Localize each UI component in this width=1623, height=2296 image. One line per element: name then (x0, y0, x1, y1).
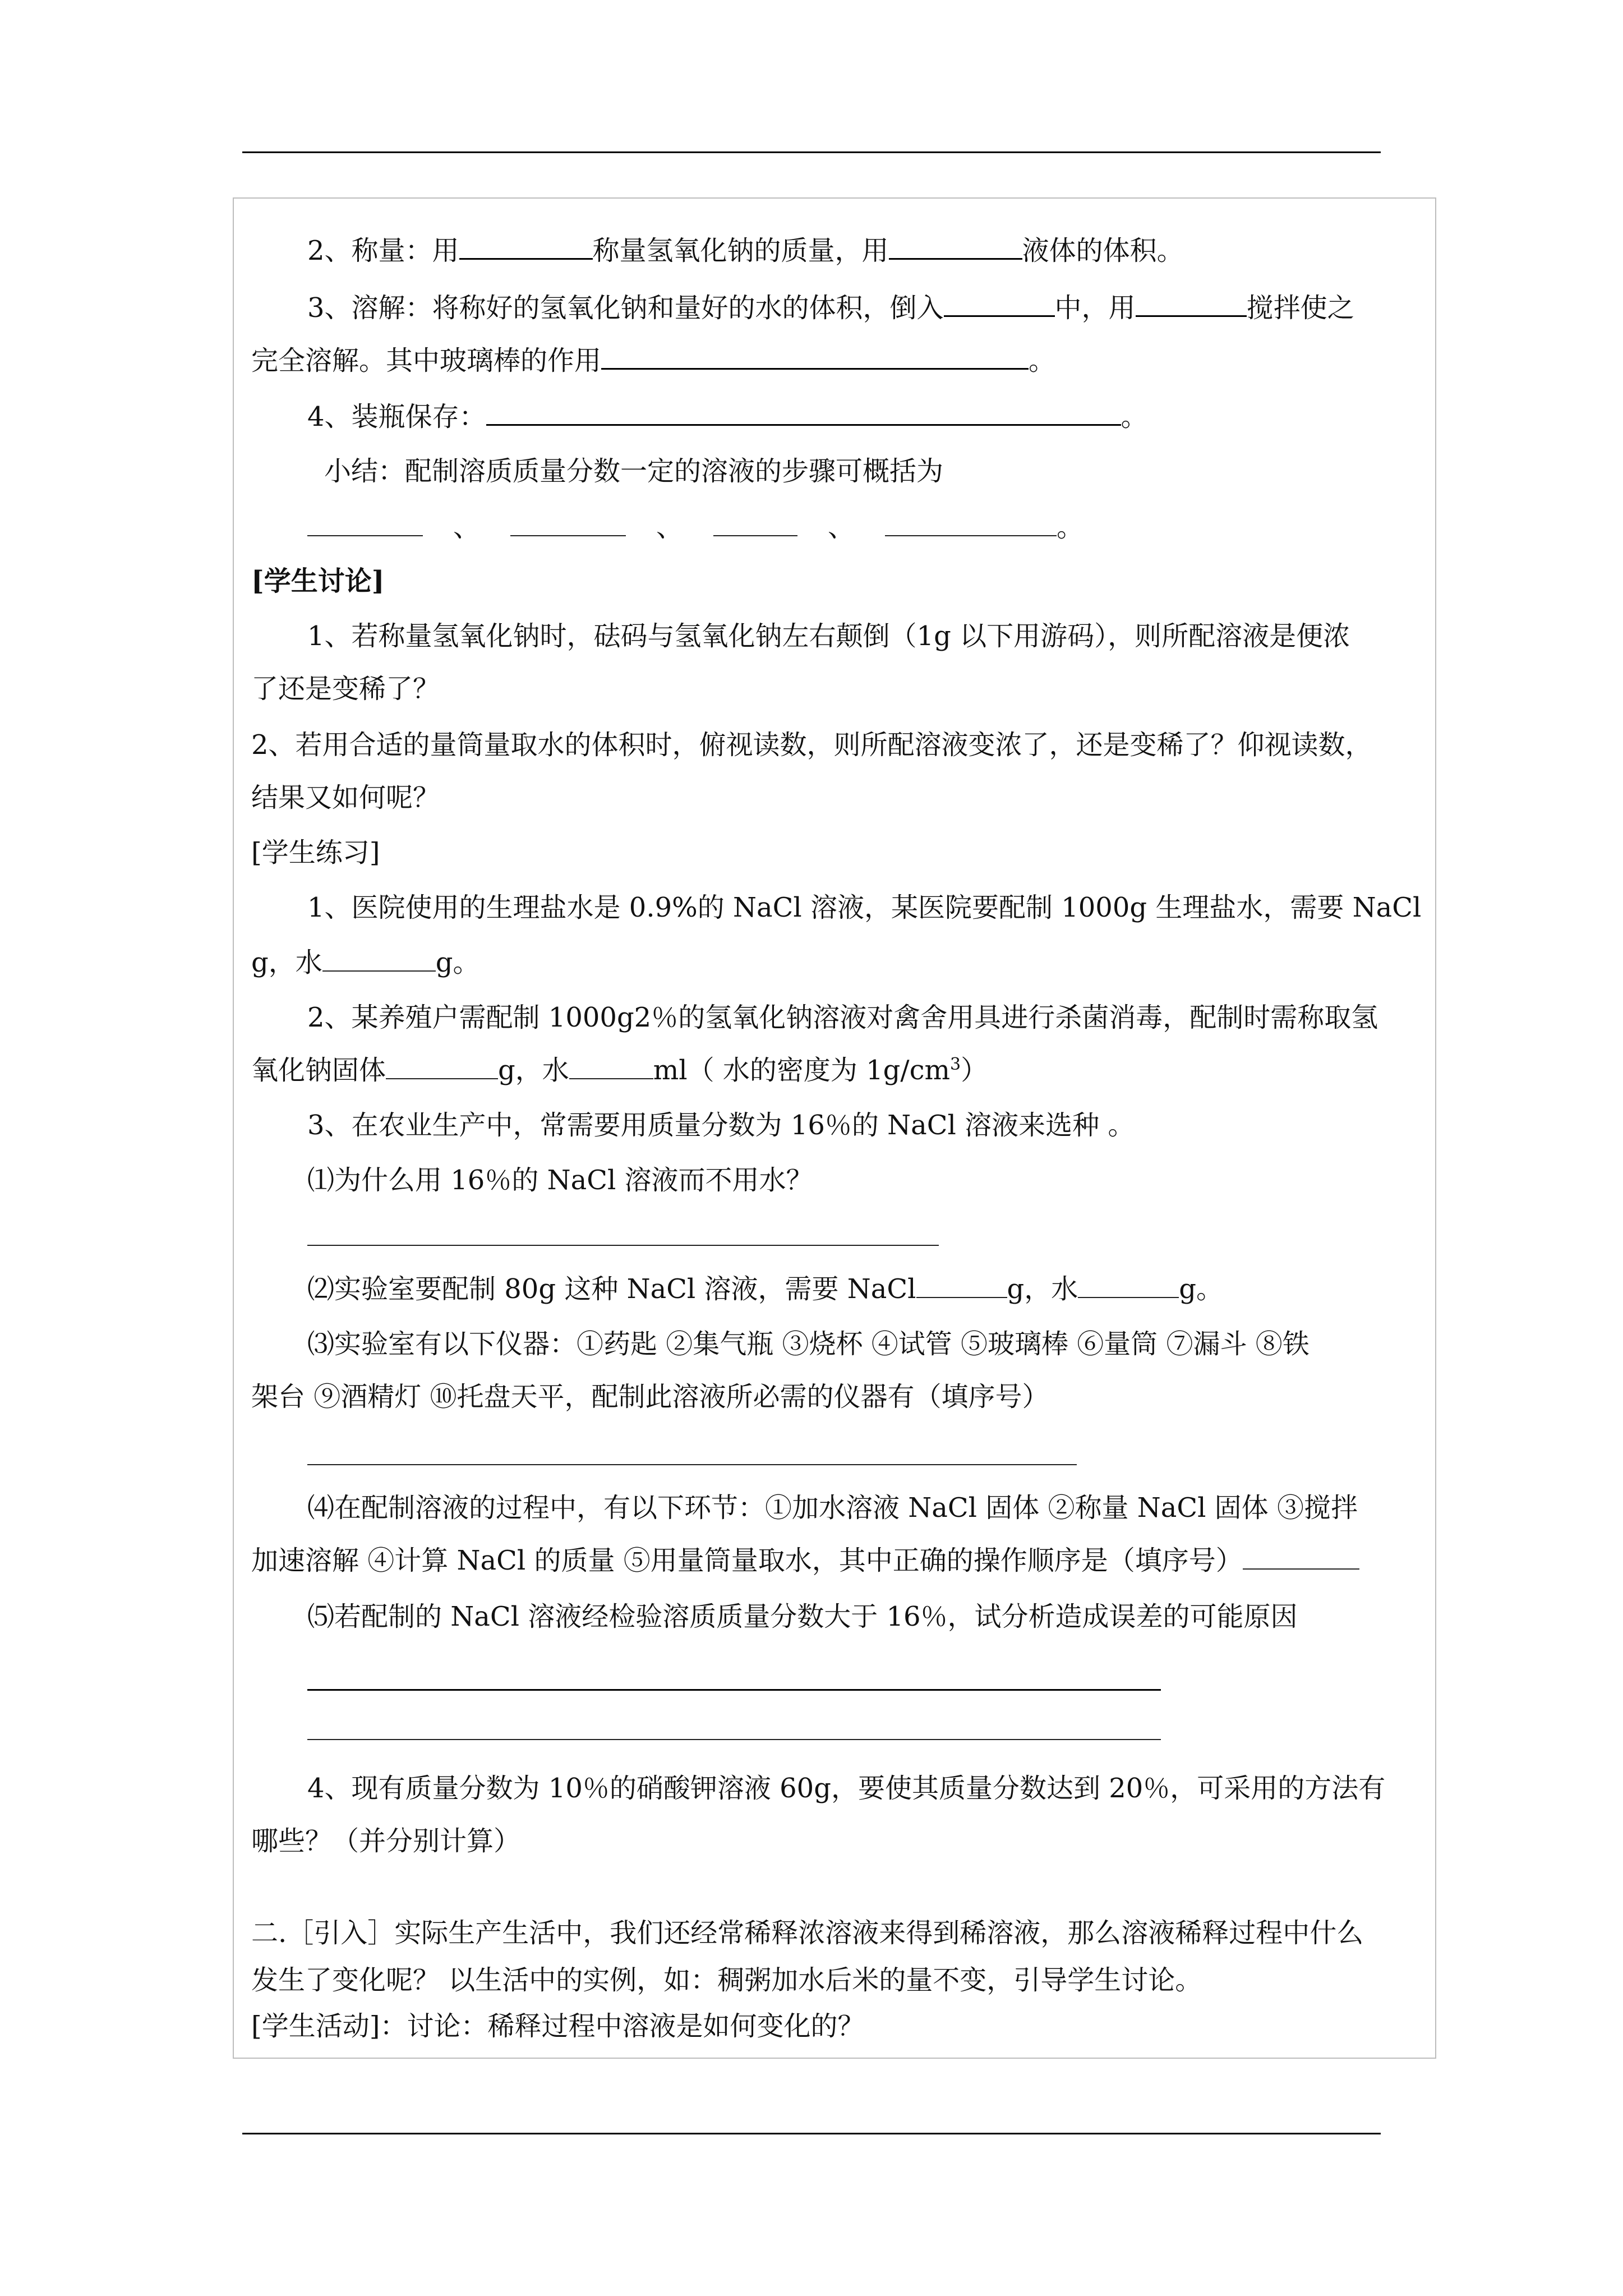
blank[interactable] (889, 233, 1022, 260)
practice-q1-cont: g，水 g。 (251, 947, 480, 978)
practice-q4: 4、现有质量分数为 10％的硝酸钾溶液 60g，要使其质量分数达到 20％，可采用的方法有 (307, 1773, 1386, 1804)
blank[interactable] (486, 399, 1121, 426)
blank[interactable] (386, 1053, 498, 1079)
practice-q3-4: ⑷在配制溶液的过程中，有以下环节：①加水溶液 NaCl 固体 ②称量 NaCl 固体 ③搅拌 (307, 1492, 1358, 1524)
footer-rule (242, 2133, 1381, 2134)
discussion-q2: 2、若用合适的量筒量取水的体积时，俯视读数，则所配溶液变浓了，还是变稀了？仰视读数， (251, 729, 1372, 761)
intro-text: 二.［引入］实际生产生活中，我们还经常稀释浓溶液来得到稀溶液，那么溶液稀释过程中什么 (251, 1917, 1364, 1949)
step-dissolve: 3、溶解：将称好的氢氧化钠和量好的水的体积，倒入 中，用 搅拌使之 (307, 291, 1354, 325)
practice-q3-4-cont: 加速溶解 ④计算 NaCl 的质量 ⑤用量筒量取水，其中正确的操作顺序是（填序号） (251, 1544, 1359, 1577)
answer-line[interactable] (307, 1739, 1161, 1740)
practice-q3-1: ⑴为什么用 16％的 NaCl 溶液而不用水？ (307, 1165, 813, 1196)
blank[interactable] (322, 946, 436, 972)
blank[interactable] (601, 343, 1029, 370)
discussion-q1: 1、若称量氢氧化钠时，砝码与氢氧化钠左右颠倒（1g 以下用游码），则所配溶液是便浓 (307, 620, 1350, 652)
blank[interactable] (916, 1272, 1007, 1298)
discussion-heading: [学生讨论] (251, 565, 385, 597)
step-bottle: 4、装瓶保存： 。 (307, 399, 1148, 434)
practice-q2-cont: 氧化钠固体 g，水 ml（ 水的密度为 $1g/cm^3$） (251, 1055, 988, 1086)
practice-q3-2: ⑵实验室要配制 80g 这种 NaCl 溶液，需要 NaCl g，水 g。 (307, 1273, 1223, 1305)
summary-blanks: 、 、 、 。 (307, 510, 1083, 544)
practice-q3-3-cont: 架台 ⑨酒精灯 ⑩托盘天平，配制此溶液所必需的仪器有（填序号） (251, 1381, 1049, 1412)
blank[interactable] (1078, 1272, 1179, 1298)
answer-line[interactable] (307, 1689, 1161, 1691)
blank[interactable] (713, 510, 797, 536)
answer-line[interactable] (307, 1245, 939, 1246)
answer-line[interactable] (307, 1464, 1077, 1465)
blank[interactable] (1243, 1544, 1359, 1570)
discussion-q2-cont: 结果又如何呢？ (251, 782, 440, 813)
practice-q1: 1、医院使用的生理盐水是 0.9%的 NaCl 溶液，某医院要配制 1000g 生理盐水，需要 NaCl (307, 892, 1422, 923)
step-dissolve-cont: 完全溶解。其中玻璃棒的作用 。 (251, 343, 1055, 378)
practice-heading: [学生练习] (251, 837, 380, 868)
blank[interactable] (510, 510, 626, 536)
header-rule (242, 151, 1381, 153)
practice-q2: 2、某养殖户需配制 1000g2％的氢氧化钠溶液对禽舍用具进行杀菌消毒，配制时需称取氢 (307, 1002, 1378, 1033)
blank[interactable] (459, 233, 593, 260)
summary-text: 小结：配制溶质质量分数一定的溶液的步骤可概括为 (324, 455, 944, 487)
discussion-q1-cont: 了还是变稀了？ (251, 673, 440, 705)
practice-q3: 3、在农业生产中，常需要用质量分数为 16％的 NaCl 溶液来选种 。 (307, 1110, 1135, 1141)
blank[interactable] (569, 1053, 653, 1079)
step-weigh: 2、称量：用 称量氢氧化钠的质量，用 液体的体积。 (307, 233, 1184, 268)
practice-q4-cont: 哪些？（并分别计算） (251, 1825, 521, 1857)
intro-text-cont: 发生了变化呢？ 以生活中的实例，如：稠粥加水后米的量不变，引导学生讨论。 (251, 1964, 1202, 1996)
blank[interactable] (944, 291, 1055, 317)
blank[interactable] (885, 510, 1057, 536)
practice-q3-5: ⑸若配制的 NaCl 溶液经检验溶质质量分数大于 16％，试分析造成误差的可能原因 (307, 1601, 1298, 1632)
blank[interactable] (307, 510, 423, 536)
blank[interactable] (1136, 291, 1247, 317)
student-activity: [学生活动]：讨论：稀释过程中溶液是如何变化的？ (251, 2010, 865, 2042)
practice-q3-3: ⑶实验室有以下仪器：①药匙 ②集气瓶 ③烧杯 ④试管 ⑤玻璃棒 ⑥量筒 ⑦漏斗 ⑧铁 (307, 1328, 1310, 1360)
